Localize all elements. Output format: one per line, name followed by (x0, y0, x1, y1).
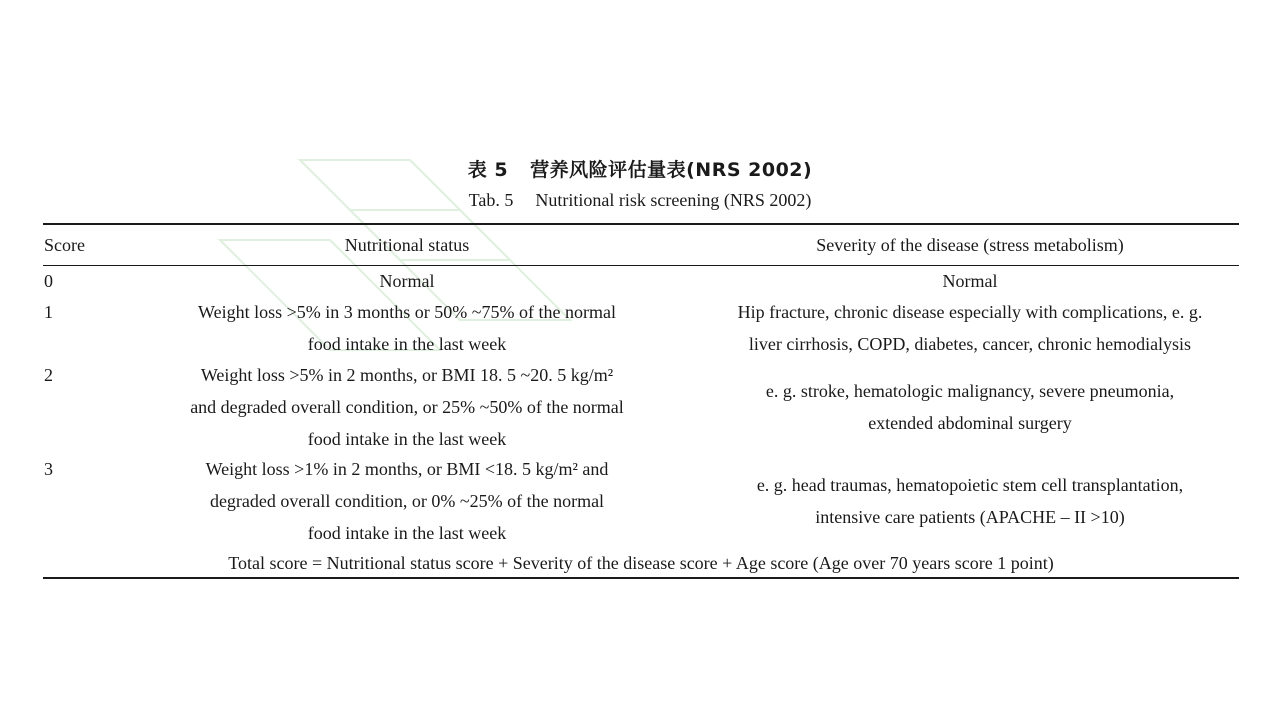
table-caption-en (0, 190, 1280, 211)
row-2-status-line: food intake in the last week (307, 429, 507, 449)
row-0-severity (700, 265, 1240, 297)
row-0-severity-line: Normal (942, 271, 998, 291)
row-0-status-line: Normal (379, 271, 435, 291)
row-2-status-line: Weight loss >5% in 2 months, or BMI 18. 5 ~20. 5 kg/m² (200, 365, 614, 385)
row-3-status (140, 453, 674, 549)
row-3-severity-line: intensive care patients (APACHE – II >10) (815, 507, 1125, 527)
total-score-note: Total score = Nutritional status score + Severity of the disease score + Age score (Age over 70 years score 1 point) (228, 553, 1054, 573)
row-3-severity (700, 469, 1240, 533)
row-3-status-line: food intake in the last week (307, 523, 507, 543)
table-caption-zh (0, 155, 1280, 182)
row-1-status-line: food intake in the last week (307, 334, 507, 354)
row-1-severity-line: liver cirrhosis, COPD, diabetes, cancer, chronic hemodialysis (748, 334, 1192, 354)
caption-en-title: Nutritional risk screening (NRS 2002) (535, 190, 812, 210)
caption-zh-title: 营养风险评估量表(NRS 2002) (530, 159, 813, 181)
header-nutritional-status: Nutritional status (344, 235, 470, 255)
row-2-status-line: and degraded overall condition, or 25% ~50% of the normal (190, 397, 624, 417)
row-1-severity-line: Hip fracture, chronic disease especially with complications, e. g. (737, 302, 1203, 322)
row-3-score: 3 (44, 459, 53, 479)
row-1-status-line: Weight loss >5% in 3 months or 50% ~75% of the normal (198, 302, 616, 322)
header-score: Score (44, 235, 85, 255)
row-1-score: 1 (44, 302, 53, 322)
caption-zh-label: 表 5 (467, 159, 509, 181)
table-bottom-rule (43, 577, 1239, 579)
table-top-rule (43, 223, 1239, 225)
row-2-severity-line: extended abdominal surgery (868, 413, 1072, 433)
row-2-score: 2 (44, 365, 53, 385)
row-3-status-line: degraded overall condition, or 0% ~25% of the normal (209, 491, 605, 511)
row-3-status-line: Weight loss >1% in 2 months, or BMI <18. 5 kg/m² and (205, 459, 609, 479)
row-2-severity (700, 375, 1240, 439)
row-1-severity (700, 296, 1240, 360)
row-2-status (140, 359, 674, 455)
row-0-status (140, 265, 674, 297)
header-severity: Severity of the disease (stress metabolism) (816, 235, 1124, 255)
row-2-severity-line: e. g. stroke, hematologic malignancy, severe pneumonia, (765, 381, 1175, 401)
caption-en-label: Tab. 5 (468, 190, 514, 210)
row-3-severity-line: e. g. head traumas, hematopoietic stem cell transplantation, (756, 475, 1184, 495)
row-1-status (140, 296, 674, 360)
row-0-score: 0 (44, 271, 53, 291)
